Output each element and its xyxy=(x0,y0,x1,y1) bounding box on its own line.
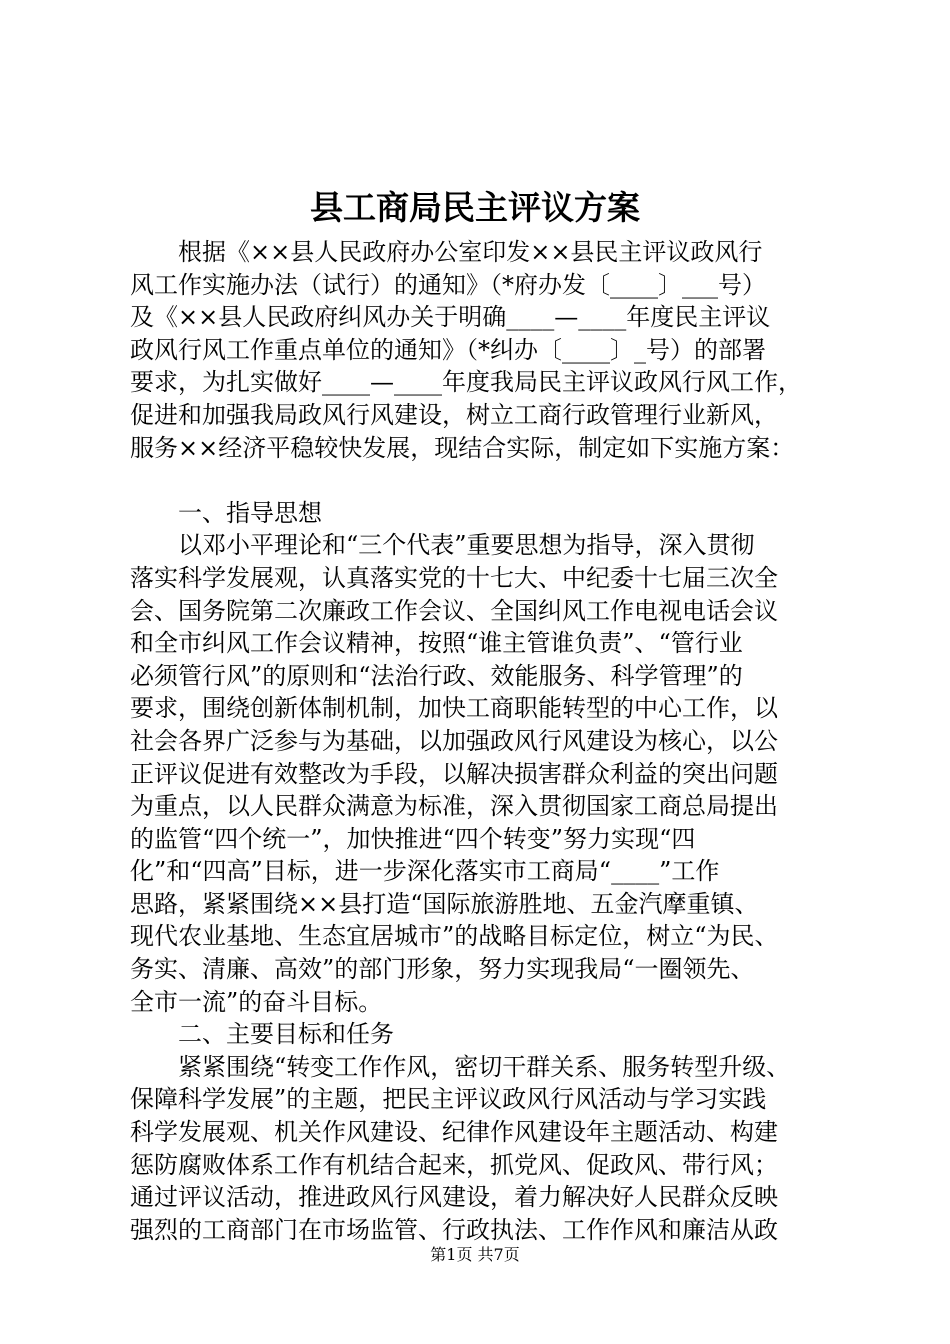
body-line: 政风行风工作重点单位的通知》（*纠办〔____〕_号）的部署 xyxy=(130,335,766,364)
body-line: 现代农业基地、生态宜居城市”的战略目标定位，树立“为民、 xyxy=(130,922,779,951)
body-line: 落实科学发展观，认真落实党的十七大、中纪委十七届三次全 xyxy=(130,563,778,592)
body-line: 要求，为扎实做好____—____年度我局民主评议政风行风工作， xyxy=(130,368,802,397)
body-line: 紧紧围绕“转变工作作风，密切干群关系、服务转型升级、 xyxy=(130,1052,791,1081)
body-line: 和全市纠风工作会议精神，按照“谁主管谁负责”、“管行业 xyxy=(130,629,743,658)
body-line: 正评议促进有效整改为手段，以解决损害群众利益的突出问题 xyxy=(130,759,778,788)
body-line: 强烈的工商部门在市场监管、行政执法、工作作风和廉洁从政 xyxy=(130,1215,778,1244)
body-line: 会、国务院第二次廉政工作会议、全国纠风工作电视电话会议 xyxy=(130,596,778,625)
body-line: 化”和“四高”目标，进一步深化落实市工商局“____”工作 xyxy=(130,857,720,886)
body-line: 科学发展观、机关作风建设、纪律作风建设年主题活动、构建 xyxy=(130,1118,778,1147)
body-line: 务实、清廉、高效”的部门形象，努力实现我局“一圈领先、 xyxy=(130,955,755,984)
body-line: 促进和加强我局政风行风建设，树立工商行政管理行业新风， xyxy=(130,400,778,429)
body-line: 思路，紧紧围绕××县打造“国际旅游胜地、五金汽摩重镇、 xyxy=(130,889,759,918)
body-line: 以邓小平理论和“三个代表”重要思想为指导，深入贯彻 xyxy=(130,531,755,560)
body-line: 惩防腐败体系工作有机结合起来，抓党风、促政风、带行风； xyxy=(130,1150,778,1179)
body-line: 一、指导思想 xyxy=(130,498,322,527)
body-line: 全市一流”的奋斗目标。 xyxy=(130,987,383,1016)
body-line: 根据《××县人民政府办公室印发××县民主评议政风行 xyxy=(130,238,763,266)
body-line: 为重点，以人民群众满意为标准，深入贯彻国家工商总局提出 xyxy=(130,792,778,821)
document-title: 县工商局民主评议方案 xyxy=(310,188,640,227)
body-line: 必须管行风”的原则和“法治行政、效能服务、科学管理”的 xyxy=(130,661,743,690)
body-line: 风工作实施办法（试行）的通知》（*府办发〔____〕___号） xyxy=(130,270,766,299)
body-line: 服务××经济平稳较快发展，现结合实际，制定如下实施方案： xyxy=(130,433,795,462)
body-line: 二、主要目标和任务 xyxy=(130,1020,394,1049)
document-body xyxy=(130,236,870,1246)
paragraph-gap xyxy=(130,464,870,497)
page-footer: 第1页 共7页 xyxy=(430,1245,520,1264)
body-line: 及《××县人民政府纠风办关于明确____—____年度民主评议 xyxy=(130,303,771,332)
body-line: 的监管“四个统一”，加快推进“四个转变”努力实现“四 xyxy=(130,824,696,853)
body-line: 通过评议活动，推进政风行风建设，着力解决好人民群众反映 xyxy=(130,1183,778,1212)
body-line: 社会各界广泛参与为基础，以加强政风行风建设为核心，以公 xyxy=(130,726,778,755)
body-line: 保障科学发展”的主题，把民主评议政风行风活动与学习实践 xyxy=(130,1085,767,1114)
body-line: 要求，围绕创新体制机制，加快工商职能转型的中心工作，以 xyxy=(130,694,778,723)
